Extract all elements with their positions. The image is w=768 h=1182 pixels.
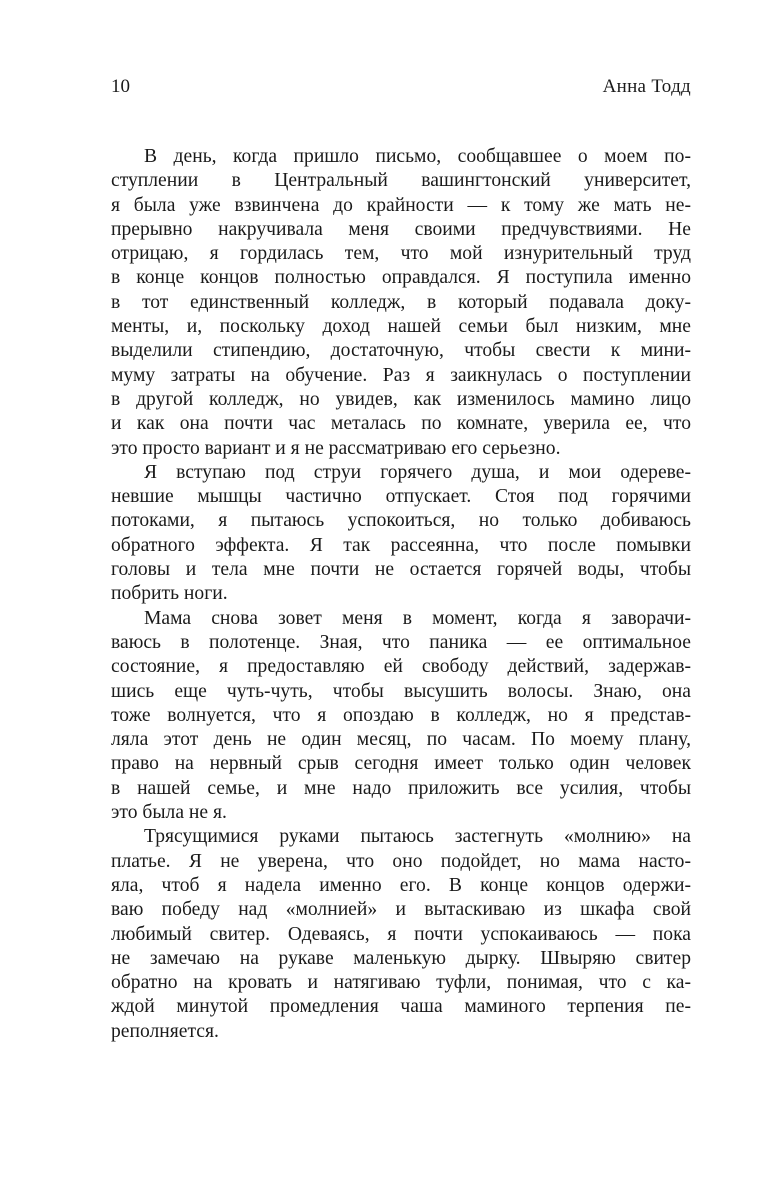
running-head-author: Анна Тодд [602,76,691,97]
text-line: потоками, я пытаюсь успокоиться, но только добиваюсь [111,510,691,532]
text-line: и как она почти час металась по комнате, уверила ее, что [111,413,691,435]
text-line: ступлении в Центральный вашингтонский университет, [111,170,691,192]
text-line: головы и тела мне почти не остается горячей воды, чтобы [111,559,691,581]
text-line: тоже волнуется, что я опоздаю в колледж, но я представ- [111,704,691,726]
text-line: платье. Я не уверена, что оно подойдет, но мама насто- [111,850,691,872]
text-line: Трясущимися руками пытаюсь застегнуть «молнию» на [144,826,691,848]
text-line: в нашей семье, и мне надо приложить все усилия, чтобы [111,777,691,799]
text-line: муму затраты на обучение. Раз я заикнулась о поступлении [111,364,691,386]
text-line: ждой минутой промедления чаша маминого терпения пе- [111,996,691,1018]
text-line: В день, когда пришло письмо, сообщавшее о моем по- [144,146,691,167]
text-line: выделили стипендию, достаточную, чтобы свести к мини- [111,340,691,362]
text-line: любимый свитер. Одеваясь, я почти успокаиваюсь — пока [111,923,691,945]
text-line: обратно на кровать и натягиваю туфли, понимая, что с ка- [111,972,691,994]
text-line: это просто вариант и я не рассматриваю его серьезно. [111,437,561,459]
text-line: отрицаю, я гордилась тем, что мой изнурительный труд [111,243,691,265]
text-line: состояние, я предоставляю ей свободу действий, задержав- [111,656,691,678]
text-line: я была уже взвинчена до крайности — к тому же мать не- [111,194,691,216]
text-line: ваю победу над «молнией» и вытаскиваю из шкафа свой [111,899,691,921]
paragraph [111,607,691,826]
text-line: ляла этот день не один месяц, по часам. По моему плану, [111,729,691,751]
text-line: обратного эффекта. Я так рассеянна, что после помывки [111,534,691,556]
text-line: яла, чтоб я надела именно его. В конце концов одержи- [111,874,691,896]
page-number: 10 [111,76,130,97]
text-line: в конце концов полностью оправдался. Я поступила именно [111,267,691,289]
text-line: Я вступаю под струи горячего душа, и мои одереве- [144,461,691,483]
paragraph [111,461,691,607]
text-line: менты, и, поскольку доход нашей семьи был низким, мне [111,316,691,338]
body-text [111,145,691,1044]
text-line: прерывно накручивала меня своими предчувствиями. Не [111,218,691,240]
text-line: не замечаю на рукаве маленькую дырку. Швыряю свитер [111,947,691,969]
text-line: ваюсь в полотенце. Зная, что паника — ее оптимальное [111,631,691,653]
text-line: невшие мышцы частично отпускает. Стоя под горячими [111,486,691,508]
paragraph [111,825,691,1044]
text-line: это была не я. [111,802,227,824]
text-line: шись еще чуть-чуть, чтобы высушить волосы. Знаю, она [111,680,691,702]
text-line: в другой колледж, но увидев, как изменилось мамино лицо [111,388,691,410]
text-line: побрить ноги. [111,583,228,605]
text-line: в тот единственный колледж, в который подавала доку- [111,291,691,313]
paragraph [111,145,691,461]
text-line: право на нервный срыв сегодня имеет только один человек [111,753,691,775]
text-line: Мама снова зовет меня в момент, когда я заворачи- [144,607,691,629]
text-line: реполняется. [111,1020,219,1042]
